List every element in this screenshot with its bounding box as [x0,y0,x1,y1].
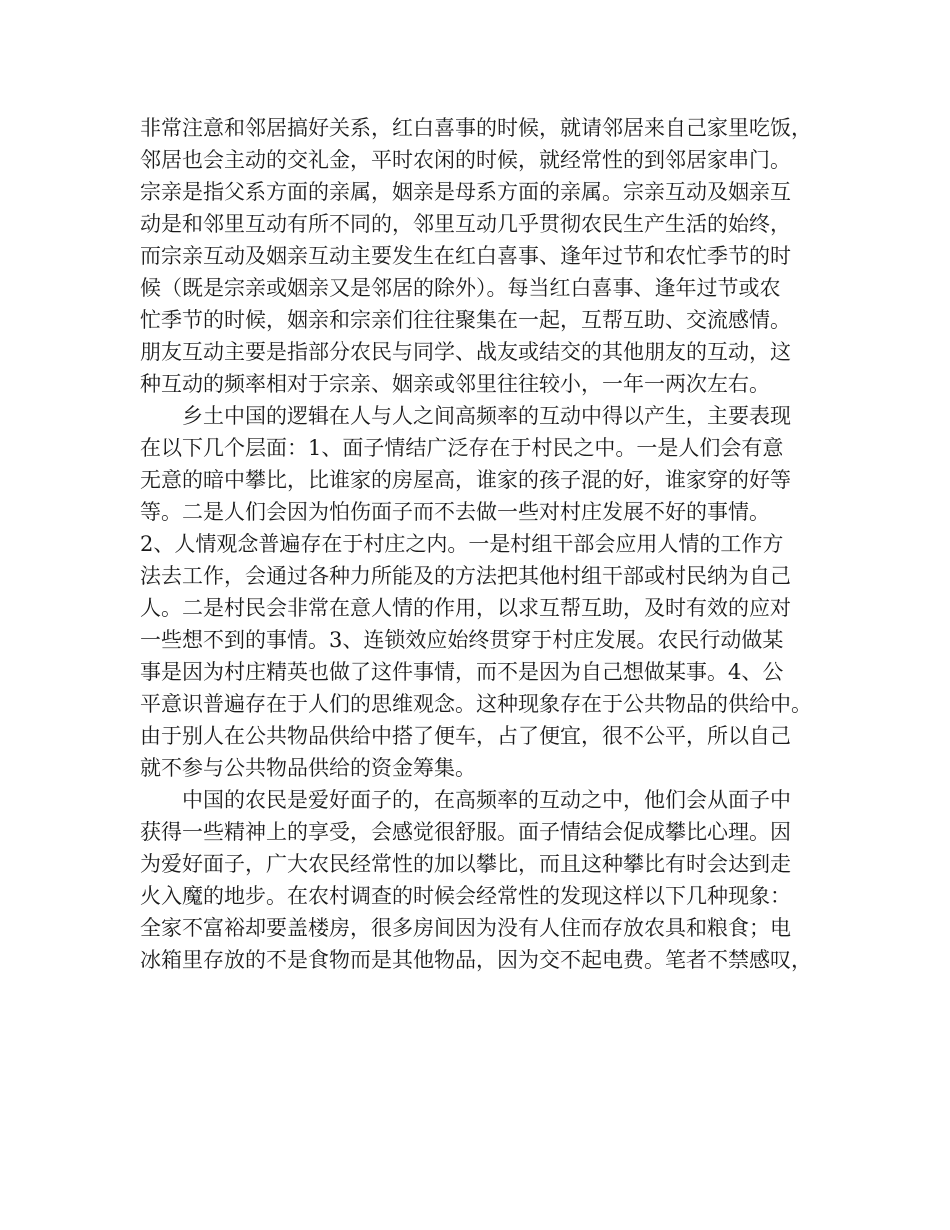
text-line: 事是因为村庄精英也做了这件事情，而不是因为自己想做某事。4、公 [140,660,784,684]
text-line: 等。二是人们会因为怕伤面子而不去做一些对村庄发展不好的事情。 [140,500,770,524]
text-line: 平意识普遍存在于人们的思维观念。这种现象存在于公共物品的供给中。 [140,692,812,716]
body-text [140,112,830,976]
text-line: 无意的暗中攀比，比谁家的房屋高，谁家的孩子混的好，谁家穿的好等 [140,468,791,492]
text-line: 候（既是宗亲或姻亲又是邻居的除外）。每当红白喜事、逢年过节或农 [140,276,781,300]
text-line: 由于别人在公共物品供给中搭了便车，占了便宜，很不公平，所以自己 [140,724,791,748]
text-line: 在以下几个层面：1、面子情结广泛存在于村民之中。一是人们会有意 [140,436,784,460]
text-line: 邻居也会主动的交礼金，平时农闲的时候，就经常性的到邻居家串门。 [140,148,791,172]
text-line: 人。二是村民会非常在意人情的作用，以求互帮互助，及时有效的应对 [140,596,791,620]
text-line: 一些想不到的事情。3、连锁效应始终贯穿于村庄发展。农民行动做某 [140,628,784,652]
text-line: 种互动的频率相对于宗亲、姻亲或邻里往往较小，一年一两次左右。 [140,372,770,396]
text-line: 忙季节的时候，姻亲和宗亲们往往聚集在一起，互帮互助、交流感情。 [140,308,791,332]
text-line: 宗亲是指父系方面的亲属，姻亲是母系方面的亲属。宗亲互动及姻亲互 [140,180,791,204]
paragraph-start-line: 乡土中国的逻辑在人与人之间高频率的互动中得以产生，主要表现 [182,404,791,428]
paragraph-start-line: 中国的农民是爱好面子的，在高频率的互动之中，他们会从面子中 [182,788,791,812]
text-line: 火入魔的地步。在农村调查的时候会经常性的发现这样以下几种现象： [140,884,791,908]
text-line: 为爱好面子，广大农民经常性的加以攀比，而且这种攀比有时会达到走 [140,852,791,876]
text-line: 朋友互动主要是指部分农民与同学、战友或结交的其他朋友的互动，这 [140,340,791,364]
text-line: 动是和邻里互动有所不同的，邻里互动几乎贯彻农民生产生活的始终， [140,212,791,236]
text-line: 全家不富裕却要盖楼房，很多房间因为没有人住而存放农具和粮食；电 [140,916,791,940]
text-line: 非常注意和邻居搞好关系，红白喜事的时候，就请邻居来自己家里吃饭， [140,116,812,140]
text-line: 冰箱里存放的不是食物而是其他物品，因为交不起电费。笔者不禁感叹， [140,948,812,972]
text-line: 就不参与公共物品供给的资金筹集。 [140,756,476,780]
text-line: 法去工作，会通过各种力所能及的方法把其他村组干部或村民纳为自己 [140,564,791,588]
text-line: 2、人情观念普遍存在于村庄之内。一是村组干部会应用人情的工作方 [140,532,784,556]
text-line: 获得一些精神上的享受，会感觉很舒服。面子情结会促成攀比心理。因 [140,820,791,844]
text-line: 而宗亲互动及姻亲互动主要发生在红白喜事、逢年过节和农忙季节的时 [140,244,791,268]
